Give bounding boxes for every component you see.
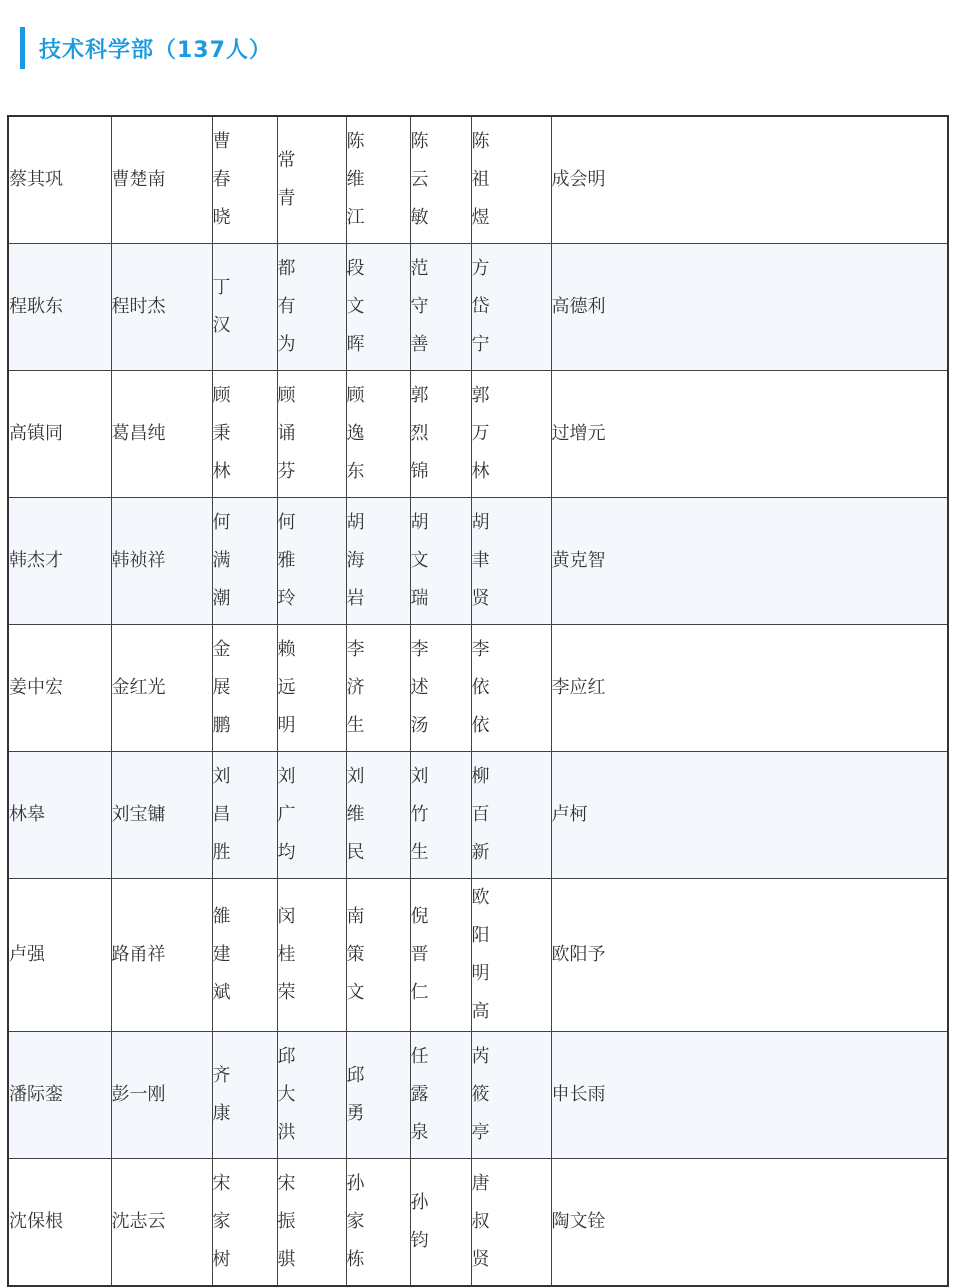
member-name: 陈祖煜 bbox=[471, 131, 502, 228]
member-cell bbox=[8, 371, 111, 498]
member-table bbox=[7, 115, 949, 1287]
member-cell bbox=[212, 752, 277, 879]
member-cell bbox=[346, 498, 410, 625]
member-name: 郭万林 bbox=[471, 385, 502, 482]
member-name: 卢柯 bbox=[551, 804, 588, 825]
member-name: 唐叔贤 bbox=[471, 1173, 502, 1270]
member-name: 李依依 bbox=[471, 639, 502, 736]
member-name: 柳百新 bbox=[471, 766, 502, 863]
member-name: 刘宝镛 bbox=[111, 804, 166, 825]
member-cell bbox=[346, 244, 410, 371]
member-cell bbox=[410, 244, 471, 371]
member-cell bbox=[212, 498, 277, 625]
member-cell bbox=[277, 625, 346, 752]
member-cell bbox=[551, 879, 948, 1032]
member-name: 丁汉 bbox=[212, 277, 231, 336]
member-name: 卢强 bbox=[9, 944, 45, 965]
member-cell bbox=[212, 879, 277, 1032]
member-name: 顾秉林 bbox=[212, 385, 231, 482]
member-name: 林皋 bbox=[9, 804, 45, 825]
member-cell bbox=[8, 879, 111, 1032]
table-row bbox=[8, 244, 948, 371]
member-name: 胡聿贤 bbox=[471, 512, 502, 609]
member-cell bbox=[111, 625, 212, 752]
member-cell bbox=[212, 116, 277, 244]
member-cell bbox=[410, 1032, 471, 1159]
member-name: 顾诵芬 bbox=[277, 385, 296, 482]
member-name: 范守善 bbox=[410, 258, 429, 355]
member-name: 南策文 bbox=[346, 906, 365, 1003]
member-name: 芮筱亭 bbox=[471, 1046, 502, 1143]
member-cell bbox=[471, 116, 551, 244]
member-name: 陈维江 bbox=[346, 131, 365, 228]
member-name: 成会明 bbox=[551, 169, 606, 190]
member-cell bbox=[111, 371, 212, 498]
member-name: 胡文瑞 bbox=[410, 512, 429, 609]
member-name: 何满潮 bbox=[212, 512, 231, 609]
member-cell bbox=[212, 1032, 277, 1159]
member-cell bbox=[551, 244, 948, 371]
member-cell bbox=[212, 625, 277, 752]
table-row bbox=[8, 752, 948, 879]
member-name: 李济生 bbox=[346, 639, 365, 736]
member-cell bbox=[551, 1032, 948, 1159]
member-cell bbox=[277, 371, 346, 498]
member-name: 郭烈锦 bbox=[410, 385, 429, 482]
member-cell bbox=[410, 116, 471, 244]
member-name: 程耿东 bbox=[9, 296, 63, 317]
member-cell bbox=[471, 879, 551, 1032]
member-cell bbox=[8, 1032, 111, 1159]
member-name: 程时杰 bbox=[111, 296, 166, 317]
member-name: 邱大洪 bbox=[277, 1046, 296, 1143]
member-cell bbox=[8, 498, 111, 625]
section-accent-bar bbox=[20, 27, 25, 69]
member-name: 曹春晓 bbox=[212, 131, 231, 228]
member-name: 申长雨 bbox=[551, 1084, 606, 1105]
member-cell bbox=[551, 625, 948, 752]
member-name: 曹楚南 bbox=[111, 169, 166, 190]
member-name: 闵桂荣 bbox=[277, 906, 296, 1003]
member-name: 韩杰才 bbox=[9, 550, 63, 571]
member-name: 刘竹生 bbox=[410, 766, 429, 863]
table-row bbox=[8, 116, 948, 244]
member-cell bbox=[277, 879, 346, 1032]
member-table-body bbox=[8, 116, 948, 1286]
member-cell bbox=[277, 498, 346, 625]
member-name: 段文晖 bbox=[346, 258, 365, 355]
member-cell bbox=[346, 625, 410, 752]
table-row bbox=[8, 498, 948, 625]
member-name: 任露泉 bbox=[410, 1046, 429, 1143]
member-name: 过增元 bbox=[551, 423, 606, 444]
member-cell bbox=[212, 244, 277, 371]
member-name: 蔡其巩 bbox=[9, 169, 63, 190]
member-cell bbox=[410, 752, 471, 879]
member-name: 邱勇 bbox=[346, 1065, 365, 1124]
member-cell bbox=[277, 1032, 346, 1159]
member-cell bbox=[410, 625, 471, 752]
member-name: 顾逸东 bbox=[346, 385, 365, 482]
member-name: 刘广均 bbox=[277, 766, 296, 863]
member-name: 欧阳明高 bbox=[471, 887, 502, 1022]
member-cell bbox=[551, 752, 948, 879]
member-name: 孙钧 bbox=[410, 1192, 429, 1251]
member-name: 孙家栋 bbox=[346, 1173, 365, 1270]
member-cell bbox=[346, 879, 410, 1032]
member-cell bbox=[8, 752, 111, 879]
member-cell bbox=[111, 244, 212, 371]
member-cell bbox=[471, 498, 551, 625]
member-name: 姜中宏 bbox=[9, 677, 63, 698]
table-row bbox=[8, 625, 948, 752]
member-name: 陶文铨 bbox=[551, 1211, 606, 1232]
member-cell bbox=[212, 371, 277, 498]
member-cell bbox=[410, 371, 471, 498]
section-header bbox=[20, 27, 272, 69]
member-name: 宋家树 bbox=[212, 1173, 231, 1270]
member-name: 齐康 bbox=[212, 1065, 231, 1124]
member-name: 胡海岩 bbox=[346, 512, 365, 609]
member-name: 方岱宁 bbox=[471, 258, 502, 355]
member-cell bbox=[410, 879, 471, 1032]
member-cell bbox=[410, 498, 471, 625]
member-name: 韩祯祥 bbox=[111, 550, 166, 571]
member-name: 彭一刚 bbox=[111, 1084, 166, 1105]
member-name: 李述汤 bbox=[410, 639, 429, 736]
member-name: 宋振骐 bbox=[277, 1173, 296, 1270]
member-cell bbox=[471, 244, 551, 371]
member-cell bbox=[346, 752, 410, 879]
member-cell bbox=[111, 752, 212, 879]
member-name: 路甬祥 bbox=[111, 944, 166, 965]
member-name: 何雅玲 bbox=[277, 512, 296, 609]
member-cell bbox=[8, 244, 111, 371]
member-name: 雒建斌 bbox=[212, 906, 231, 1003]
member-cell bbox=[111, 879, 212, 1032]
member-name: 欧阳予 bbox=[551, 944, 606, 965]
member-cell bbox=[551, 498, 948, 625]
member-cell bbox=[277, 116, 346, 244]
member-cell bbox=[346, 1032, 410, 1159]
member-cell bbox=[471, 1032, 551, 1159]
member-name: 高德利 bbox=[551, 296, 606, 317]
member-name: 李应红 bbox=[551, 677, 606, 698]
table-row bbox=[8, 371, 948, 498]
member-cell bbox=[346, 116, 410, 244]
member-name: 沈保根 bbox=[9, 1211, 63, 1232]
member-cell bbox=[277, 244, 346, 371]
member-name: 高镇同 bbox=[9, 423, 63, 444]
member-name: 常青 bbox=[277, 150, 296, 209]
table-row bbox=[8, 879, 948, 1032]
member-name: 刘昌胜 bbox=[212, 766, 231, 863]
member-name: 葛昌纯 bbox=[111, 423, 166, 444]
member-cell bbox=[111, 498, 212, 625]
member-name: 倪晋仁 bbox=[410, 906, 429, 1003]
member-name: 黄克智 bbox=[551, 550, 606, 571]
member-cell bbox=[551, 116, 948, 244]
member-cell bbox=[111, 116, 212, 244]
member-cell bbox=[8, 625, 111, 752]
member-name: 潘际銮 bbox=[9, 1084, 63, 1105]
member-cell bbox=[551, 371, 948, 498]
member-cell bbox=[277, 752, 346, 879]
member-name: 都有为 bbox=[277, 258, 296, 355]
member-name: 金展鹏 bbox=[212, 639, 231, 736]
member-cell bbox=[471, 752, 551, 879]
member-name: 赖远明 bbox=[277, 639, 296, 736]
member-name: 金红光 bbox=[111, 677, 166, 698]
member-name: 刘维民 bbox=[346, 766, 365, 863]
member-name: 陈云敏 bbox=[410, 131, 429, 228]
table-row bbox=[8, 1032, 948, 1159]
member-name: 沈志云 bbox=[111, 1211, 166, 1232]
member-cell bbox=[471, 625, 551, 752]
member-cell bbox=[111, 1032, 212, 1159]
section-title: 技术科学部（137人） bbox=[39, 37, 272, 63]
member-cell bbox=[346, 371, 410, 498]
member-cell bbox=[8, 116, 111, 244]
member-cell bbox=[471, 371, 551, 498]
